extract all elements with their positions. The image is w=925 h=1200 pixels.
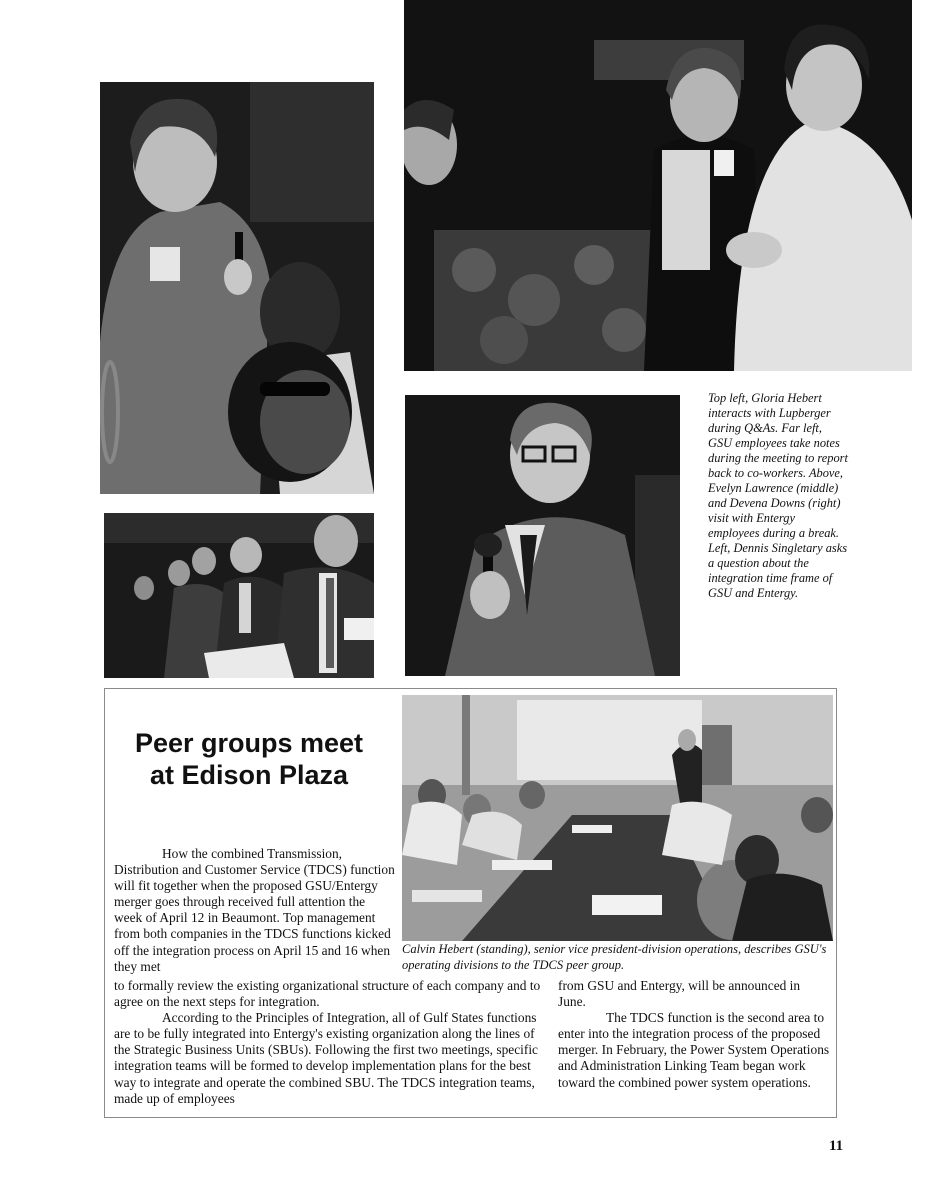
article-right-column [558,978,830,1091]
article-intro-column [114,846,396,975]
page-number: 11 [829,1138,844,1154]
left-paragraph-2: According to the Principles of Integration, all of Gulf States functions are to be fully integrated into Entergy's existing organization along the lines of the Strategic Business Units (SBUs). Following the first two meetings, specific integration teams will be formed to develop implementation plans for the best way to integrate and operate the combined SBU. The TDCS integration teams, made up of employees [114,1010,538,1106]
article-left-column [114,978,550,1107]
headline-line-1: Peer groups meet [134,728,364,758]
photo-calvin-hebert [402,695,833,941]
photo-evelyn-art [404,0,912,371]
photo-gloria-art [100,82,374,494]
calvin-photo-caption: Calvin Hebert (standing), senior vice president-division operations, describes GSU's operating divisions to the TDCS peer group. [402,942,827,972]
photo-caption-top: Top left, Gloria Hebert interacts with Lupberger during Q&As. Far left, GSU employees take notes during the meeting to report back to co-workers. Above, Evelyn Lawrence (middle) and Devena Downs (right) visit with Entergy employees during a break. Left, Dennis Singletary asks a question about the integration time frame of GSU and Entergy. [708,391,848,600]
left-paragraph-1: to formally review the existing organizational structure of each company and to agree on the next steps for integration. [114,978,541,1010]
photo-employees-art [104,513,374,678]
photo-dennis-art [405,395,680,676]
photo-dennis-singletary [405,395,680,676]
article-intro-paragraph [114,846,396,975]
headline-line-2: at Edison Plaza [149,760,349,790]
left-paragraph-2-wrap [114,1010,550,1107]
right-paragraph-2-wrap [558,1010,830,1090]
right-paragraph-2: The TDCS function is the second area to enter into the integration process of the proposed merger. In February, the Power System Operations and Administration Linking Team began work toward the combined power system operations. [558,1010,830,1090]
intro-text: How the combined Transmission, Distribution and Customer Service (TDCS) function will fit together when the proposed GSU/Entergy merger goes through received full attention the week of April 12 in Beaumont. Top management from both companies in the TDCS functions kicked off the integration process on April 15 and 16 when they met [114,846,395,974]
photo-evelyn-devena [404,0,912,371]
photo-gloria-hebert [100,82,374,494]
photo-employees-notes [104,513,374,678]
article-headline [104,727,394,791]
photo-calvin-art [402,695,833,941]
right-paragraph-1: from GSU and Entergy, will be announced in June. [558,978,801,1010]
